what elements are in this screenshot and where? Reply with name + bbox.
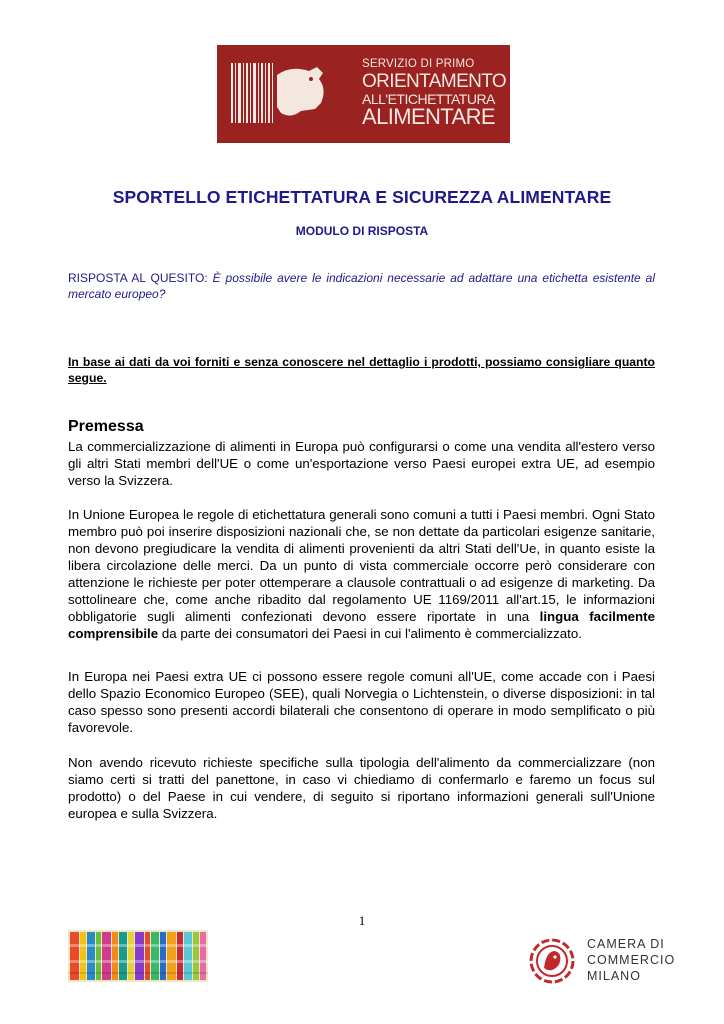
colored-mosaic-graphic	[68, 930, 208, 982]
logo-text	[362, 59, 506, 128]
camera-commercio-text	[587, 936, 675, 984]
logo-line-4: ALIMENTARE	[362, 103, 495, 129]
paragraph-2-text: In Unione Europea le regole di etichettatura generali sono comuni a tutti i Paesi membri. Ogni Stato membro può poi inserire disposizioni nazionali che, se non dettate da particolari esigenze sanitarie, non devono pregiudicare la vendita di alimenti provenienti da altri Stati dell'Ue, in quanto esiste la libera circolazione delle merci. Da un punto di vista commerciale occorre però considerare con attenzione le richieste per poter ottemperare a clausole contrattuali o ad esigenze di marketing. Da sottolineare che, come anche ribadito dal regolamento UE 1169/2011 all'art.15, le informazioni obbligatorie sugli alimenti confezionati devono essere riportate in una	[68, 507, 655, 624]
ccm-line-2: COMMERCIO	[587, 953, 676, 967]
quesito	[68, 270, 655, 302]
paragraph-1: La commercializzazione di alimenti in Europa può configurarsi o come una vendita all'estero verso gli altri Stati membri dell'UE o come un'esportazione verso Paesi europei extra UE, ad esempio verso la Svizzera.	[68, 439, 655, 488]
paragraph-2	[68, 506, 655, 642]
paragraph-3: In Europa nei Paesi extra UE ci possono essere regole comuni all'UE, come accade con i Paesi dello Spazio Economico Europeo (SEE), quali Norvegia o Lichtenstein, o diverse disposizioni: in tal caso spesso sono presenti accordi bilaterali che consentono di operare in modo semplificato o più favorevole.	[68, 669, 655, 735]
paragraph-4: Non avendo ricevuto richieste specifiche sulla tipologia dell'alimento da commercializzare (non siamo certi si tratti del panettone, in caso vi chiediamo di confermarlo e faremo un focus sul prodotto) o del Paese in cui vendere, di seguito si riportano informazioni generali sull'Unione europea e sulla Svizzera.	[68, 755, 655, 821]
page-number: 1	[358, 913, 366, 928]
ccm-line-3: MILANO	[587, 969, 641, 983]
intro-statement: In base ai dati da voi forniti e senza conoscere nel dettaglio i prodotti, possiamo consigliare quanto segue.	[68, 355, 655, 385]
paragraph-2-end: da parte dei consumatori dei Paesi in cui l'alimento è commercializzato.	[158, 626, 582, 641]
service-logo	[217, 45, 510, 143]
logo-line-2: ORIENTAMENTO	[362, 70, 507, 92]
document-subtitle: MODULO DI RISPOSTA	[295, 224, 429, 238]
quesito-text: È possibile avere le indicazioni necessarie ad adattare una etichetta esistente al mercato europeo?	[68, 271, 655, 301]
logo-line-3: ALL'ETICHETTATURA	[362, 90, 495, 107]
document-title: SPORTELLO ETICHETTATURA E SICUREZZA ALIMENTARE	[112, 187, 612, 207]
paragraph-2-bold: lingua facilmente comprensibile	[68, 609, 655, 641]
barcode-cow-icon	[231, 63, 329, 123]
camera-commercio-emblem-icon	[528, 938, 576, 984]
section-heading: Premessa	[68, 418, 144, 435]
quesito-label: RISPOSTA AL QUESITO:	[68, 271, 208, 285]
ccm-line-1: CAMERA DI	[587, 937, 665, 951]
logo-line-1: SERVIZIO DI PRIMO	[362, 58, 475, 70]
